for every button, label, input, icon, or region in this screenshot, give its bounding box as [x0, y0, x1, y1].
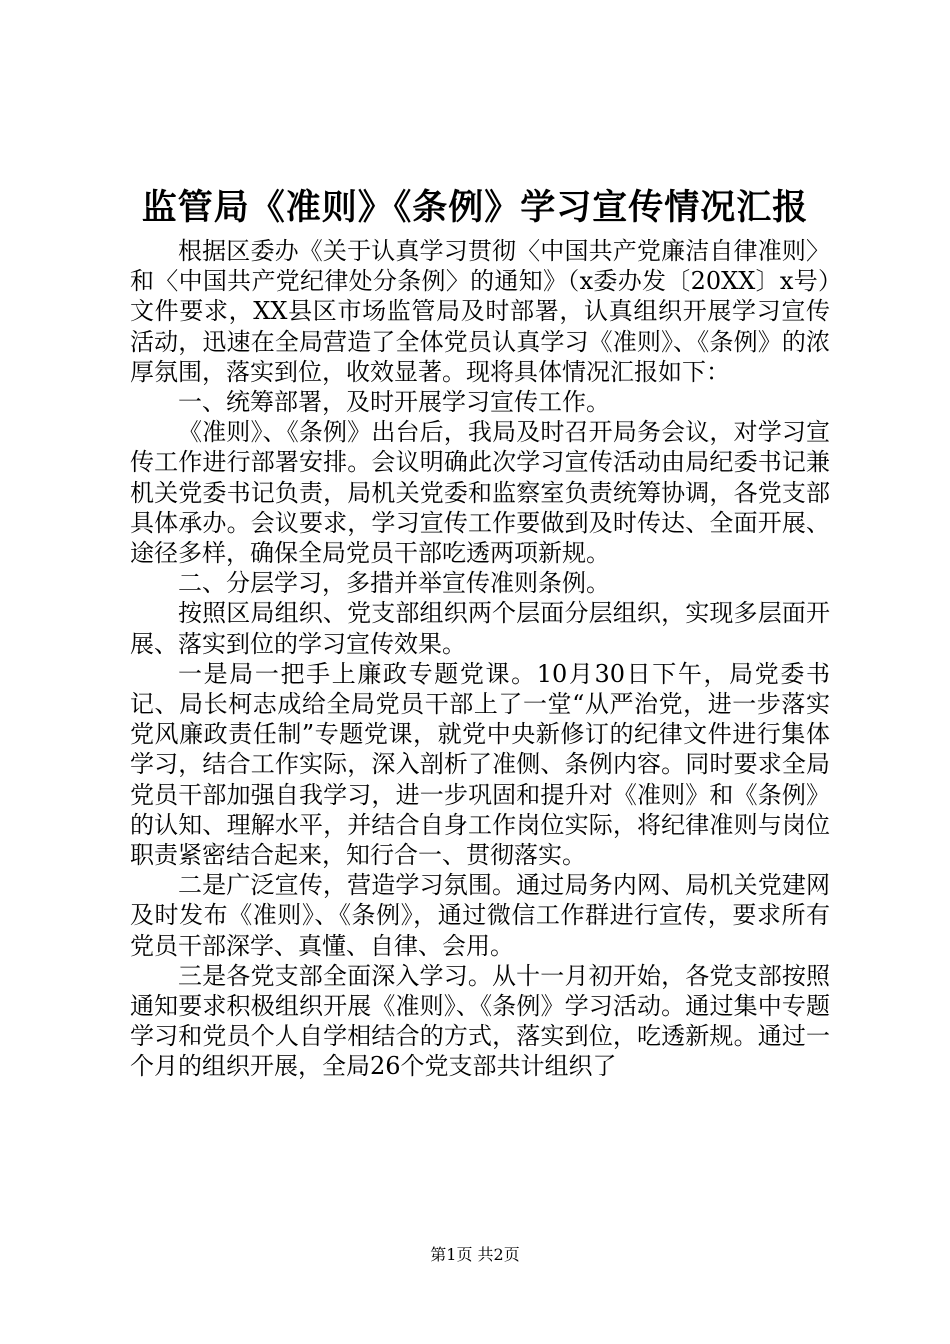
body-paragraph: 一是局一把手上廉政专题党课。10月30日下午，局党委书记、局长柯志成给全局党员干部上了一堂“从严治党，进一步落实党风廉政责任制”专题党课，就党中央新修订的纪律文件进行集体学习，结合工作实际，深入剖析了准侧、条例内容。同时要求全局党员干部加强自我学习，进一步巩固和提升对《准则》和《条例》的认知、理解水平，并结合自身工作岗位实际，将纪律准则与岗位职责紧密结合起来，知行合一、贯彻落实。 — [130, 659, 830, 870]
section-heading-2: 二、分层学习，多措并举宣传准则条例。 — [178, 569, 610, 598]
body-paragraph: 按照区局组织、党支部组织两个层面分层组织，实现多层面开展、落实到位的学习宣传效果。 — [130, 599, 830, 658]
body-paragraph: 《准则》、《条例》出台后，我局及时召开局务会议，对学习宣传工作进行部署安排。会议明确此次学习宣传活动由局纪委书记兼机关党委书记负责，局机关党委和监察室负责统筹协调，各党支部具体承办。会议要求，学习宣传工作要做到及时传达、全面开展、途径多样，确保全局党员干部吃透两项新规。 — [130, 418, 830, 568]
page-number-footer: 第1页 共2页 — [430, 1245, 520, 1264]
section-heading-1: 一、统筹部署，及时开展学习宣传工作。 — [178, 388, 610, 417]
intro-paragraph: 根据区委办《关于认真学习贯彻〈中国共产党廉洁自律准则〉和〈中国共产党纪律处分条例〉的通知》（x委办发〔20XX〕x号）文件要求，XX县区市场监管局及时部署，认真组织开展学习宣传活动，迅速在全局营造了全体党员认真学习《准则》、《条例》的浓厚氛围，落实到位，收效显著。现将具体情况汇报如下： — [130, 237, 830, 386]
document-body — [130, 236, 830, 1082]
document-title: 监管局《准则》《条例》学习宣传情况汇报 — [141, 187, 809, 228]
body-paragraph: 二是广泛宣传，营造学习氛围。通过局务内网、局机关党建网及时发布《准则》、《条例》，通过微信工作群进行宣传，要求所有党员干部深学、真懂、自律、会用。 — [130, 871, 830, 960]
body-paragraph: 三是各党支部全面深入学习。从十一月初开始，各党支部按照通知要求积极组织开展《准则》、《条例》学习活动。通过集中专题学习和党员个人自学相结合的方式，落实到位，吃透新规。通过一个月的组织开展，全局26个党支部共计组织了 — [130, 961, 830, 1081]
